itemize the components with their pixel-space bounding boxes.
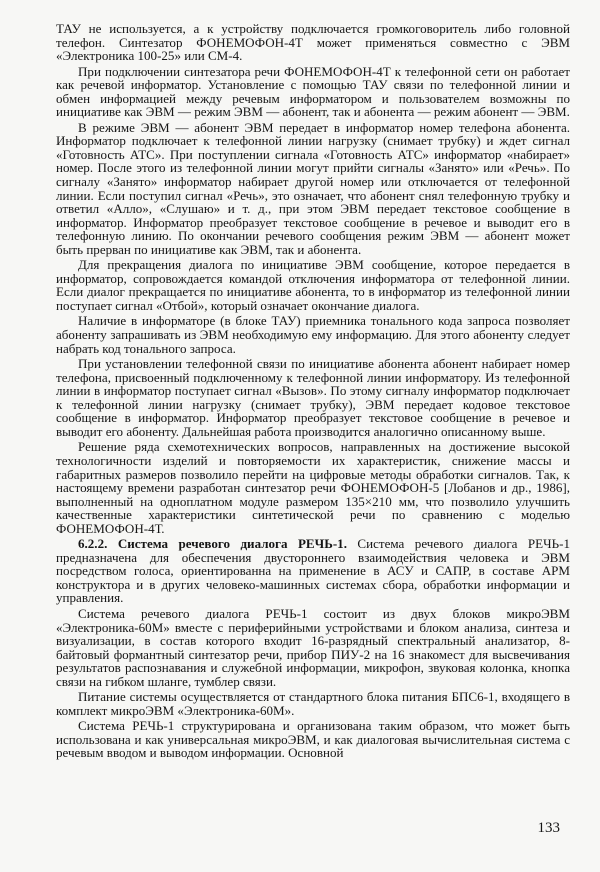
paragraph: В режиме ЭВМ — абонент ЭВМ передает в информатор номер телефона абонента. Информатор подключает к телефонной линии нагрузку (снимает трубку) и ждет сигнал «Готовность АТС». При поступлении сигнала «Готовность АТС» информатор «набирает» номер. После этого из телефонной линии могут прийти сигналы «Занято» или «Речь». По сигналу «Занято» информатор набирает другой номер или отключается от телефонной линии. Если поступил сигнал «Речь», это означает, что абонент снял телефонную трубку и ответил «Алло», «Слушаю» и т. д., при этом ЭВМ передает текстовое сообщение в информатор. Информатор преобразует текстовое сообщение в речевое и выводит его в телефонную линию. По окончании речевого сообщения режим ЭВМ — абонент может быть прерван по инициативе как ЭВМ, так и абонента. — [56, 119, 570, 257]
body-text — [56, 22, 570, 760]
paragraph: Система РЕЧЬ-1 структурирована и организована таким образом, что может быть использована и как универсальная микроЭВМ, и как диалоговая вычислительная система с речевым вводом и выводом информации. Основной — [56, 718, 570, 761]
paragraph: Система речевого диалога РЕЧЬ-1 состоит из двух блоков микроЭВМ «Электроника-60М» вместе с периферийными устройствами и блоком анализа, синтеза и визуализации, в состав которого входит 16-разрядный спектральный анализатор, 8-байтовый формантный синтезатор речи, прибор ПИУ-2 на 16 знакомест для высвечивания результатов распознавания и служебной информации, микрофон, звуковая колонка, кнопка связи на гибком шланге, тумблер связи. — [56, 605, 570, 689]
paragraph: При установлении телефонной связи по инициативе абонента абонент набирает номер телефона, присвоенный подключенному к телефонной линии информатору. Из телефонной линии в информатор поступает сигнал «Вызов». По этому сигналу информатор подключает к телефонной линии нагрузку (снимает трубку), ЭВМ передает кодовое текстовое сообщение в информатор. Информатор преобразует текстовое сообщение в речевое и выводит его абоненту. Дальнейшая работа производится аналогично описанному выше. — [56, 356, 570, 439]
section-paragraph — [56, 537, 570, 605]
paragraph: Питание системы осуществляется от стандартного блока питания БПС6-1, входящего в комплект микроЭВМ «Электроника-60М». — [56, 689, 570, 718]
paragraph: Для прекращения диалога по инициативе ЭВМ сообщение, которое передается в информатор, сопровождается командой отключения информатора от телефонной линии. Если диалог прекращается по инициативе абонента, то в информатор из телефонной линии поступает сигнал «Отбой», который означает окончание диалога. — [56, 257, 570, 313]
paragraph: Наличие в информаторе (в блоке ТАУ) приемника тонального кода запроса позволяет абоненту запрашивать из ЭВМ необходимую ему информацию. Для этого абоненту следует набрать код тонального запроса. — [56, 313, 570, 356]
paragraph: ТАУ не используется, а к устройству подключается громкоговоритель либо головной телефон. Синтезатор ФОНЕМОФОН-4Т может применяться совместно с ЭВМ «Электроника 100-25» или СМ-4. — [56, 21, 570, 64]
section-text: Система речевого диалога РЕЧЬ-1 предназначена для обеспечения двустороннего взаимодействия человека и ЭВМ посредством голоса, ориентированна на применение в АСУ и САПР, в составе АРМ конструктора и в других человеко-машинных системах сбора, обработки информации и управления. — [56, 536, 570, 606]
paragraph: При подключении синтезатора речи ФОНЕМОФОН-4Т к телефонной сети он работает как речевой информатор. Установление с помощью ТАУ связи по телефонной линии и обмен информацией между речевым информатором и пользователем возможны по инициативе как ЭВМ — режим ЭВМ — абонент, так и абонента — режим абонент — ЭВМ. — [56, 63, 570, 120]
page-number: 133 — [537, 820, 560, 836]
paragraph: Решение ряда схемотехнических вопросов, направленных на достижение высокой технологичности изделий и повторяемости их характеристик, снижение массы и габаритных размеров позволило перейти на цифровые методы обработки сигналов. Так, к настоящему времени разработан синтезатор речи ФОНЕМОФОН-5 [Лобанов и др., 1986], выполненный на одноплатном модуле размером 135×210 мм, что позволило улучшить качественные характеристики синтетической речи по сравнению с моделью ФОНЕМОФОН-4Т. — [56, 439, 570, 536]
section-heading: 6.2.2. Система речевого диалога РЕЧЬ-1. — [78, 536, 347, 552]
